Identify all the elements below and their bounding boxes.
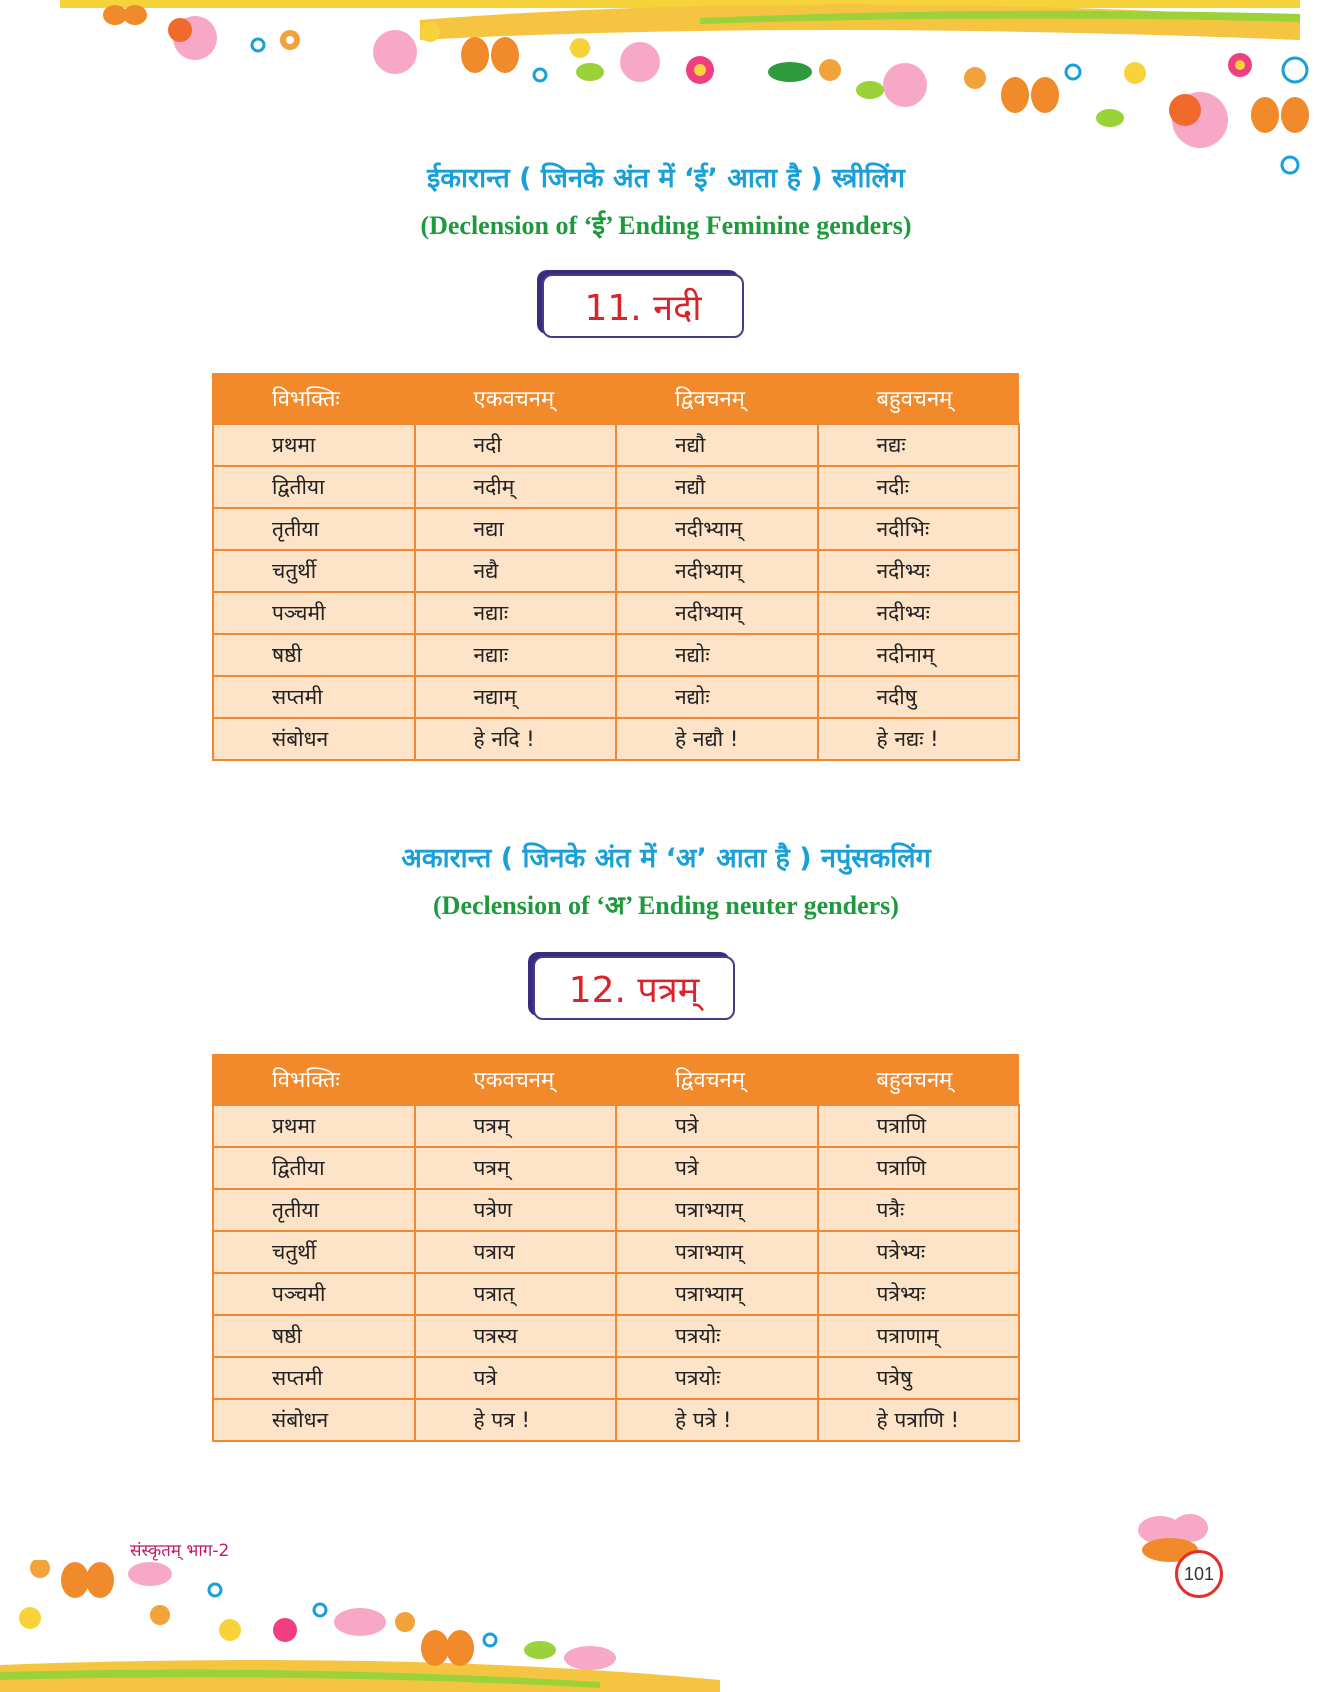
column-header: द्विवचनम् [616,1054,818,1105]
table-cell: पत्रात् [415,1273,617,1315]
table-cell: नदीभ्याम् [616,550,818,592]
table-cell: नद्याम् [415,676,617,718]
table-cell: पत्रेषु [818,1357,1020,1399]
table-cell: पत्रे [616,1147,818,1189]
table-cell: नदीभ्याम् [616,592,818,634]
table-header-row [213,373,1019,424]
table-row [213,1105,1019,1147]
table-cell: नदीषु [818,676,1020,718]
table-row [213,676,1019,718]
table-cell: पत्रम् [415,1147,617,1189]
table-cell: पञ्चमी [213,592,415,634]
section1-heading-english: (Declension of ‘ई’ Ending Feminine genders) [420,211,912,240]
page-number: 101 [1175,1550,1223,1598]
table-cell: हे नद्यः ! [818,718,1020,760]
table-cell: पत्रेण [415,1189,617,1231]
table-cell: हे पत्रे ! [616,1399,818,1441]
table-cell: पत्राभ्याम् [616,1231,818,1273]
table-cell: पत्रे [616,1105,818,1147]
table-cell: नद्या [415,508,617,550]
table-row [213,718,1019,760]
column-header: विभक्तिः [213,373,415,424]
table-cell: नद्यौ [616,424,818,466]
book-title: संस्कृतम् भाग-2 [130,1541,230,1561]
column-header: द्विवचनम् [616,373,818,424]
table-cell: चतुर्थी [213,1231,415,1273]
table-cell: पत्रम् [415,1105,617,1147]
table-cell: नदीः [818,466,1020,508]
table-cell: नद्याः [415,592,617,634]
table-cell: पत्रयोः [616,1315,818,1357]
table-cell: पत्राणाम् [818,1315,1020,1357]
table-cell: नद्योः [616,676,818,718]
table-cell: संबोधन [213,1399,415,1441]
table-cell: पत्राणि [818,1147,1020,1189]
table-cell: नदीभ्यः [818,592,1020,634]
column-header: एकवचनम् [415,373,617,424]
table-cell: नदी [415,424,617,466]
table-row [213,592,1019,634]
table-cell: पत्रेभ्यः [818,1273,1020,1315]
table-row [213,1399,1019,1441]
table-cell: हे नद्यौ ! [616,718,818,760]
table-cell: पत्रयोः [616,1357,818,1399]
table-cell: पञ्चमी [213,1273,415,1315]
table-cell: पत्रेभ्यः [818,1231,1020,1273]
column-header: एकवचनम् [415,1054,617,1105]
table-cell: सप्तमी [213,676,415,718]
table-cell: पत्राणि [818,1105,1020,1147]
table-row [213,550,1019,592]
table-row [213,1273,1019,1315]
table-cell: नद्यः [818,424,1020,466]
table-row [213,1357,1019,1399]
table-row [213,424,1019,466]
table-header-row [213,1054,1019,1105]
table-row [213,1189,1019,1231]
table-cell: द्वितीया [213,466,415,508]
table-cell: प्रथमा [213,424,415,466]
table-cell: नद्यै [415,550,617,592]
butterfly-icon [61,1562,474,1666]
table-cell: नदीभ्याम् [616,508,818,550]
table-cell: प्रथमा [213,1105,415,1147]
table-cell: चतुर्थी [213,550,415,592]
column-header: बहुवचनम् [818,373,1020,424]
flower-icon [168,16,1252,148]
table-cell: हे नदि ! [415,718,617,760]
table-cell: पत्रैः [818,1189,1020,1231]
table-cell: नदीम् [415,466,617,508]
table-cell: पत्राय [415,1231,617,1273]
table-cell: हे पत्र ! [415,1399,617,1441]
section1-declension-table [212,373,1020,761]
table-cell: षष्ठी [213,1315,415,1357]
section1-heading-hindi: ईकारान्त ( जिनके अंत में ‘ई’ आता है ) स्त्रीलिंग [427,163,905,194]
section2-heading-hindi: अकारान्त ( जिनके अंत में ‘अ’ आता है ) नपुंसकलिंग [401,843,931,874]
table-cell: द्वितीया [213,1147,415,1189]
table-cell: पत्रे [415,1357,617,1399]
table-cell: नद्याः [415,634,617,676]
table-cell: तृतीया [213,508,415,550]
section2-heading-english: (Declension of ‘अ’ Ending neuter genders) [433,891,899,920]
table-row [213,466,1019,508]
table-cell: नदीनाम् [818,634,1020,676]
section2-declension-table [212,1054,1020,1442]
table-row [213,1147,1019,1189]
table-cell: षष्ठी [213,634,415,676]
table-cell: पत्राभ्याम् [616,1273,818,1315]
table-cell: नद्यौ [616,466,818,508]
table-row [213,508,1019,550]
table-cell: सप्तमी [213,1357,415,1399]
table-row [213,634,1019,676]
table-row [213,1231,1019,1273]
column-header: विभक्तिः [213,1054,415,1105]
table-cell: पत्रस्य [415,1315,617,1357]
table-cell: संबोधन [213,718,415,760]
table-cell: नदीभिः [818,508,1020,550]
section1-word-title: 11. नदी [542,274,744,338]
section2-word-title: 12. पत्रम् [533,956,735,1020]
table-cell: हे पत्राणि ! [818,1399,1020,1441]
column-header: बहुवचनम् [818,1054,1020,1105]
bottom-decorative-border [0,1560,1332,1692]
table-cell: पत्राभ्याम् [616,1189,818,1231]
table-cell: तृतीया [213,1189,415,1231]
table-cell: नद्योः [616,634,818,676]
table-cell: नदीभ्यः [818,550,1020,592]
table-row [213,1315,1019,1357]
leaf-icon [524,1641,556,1659]
